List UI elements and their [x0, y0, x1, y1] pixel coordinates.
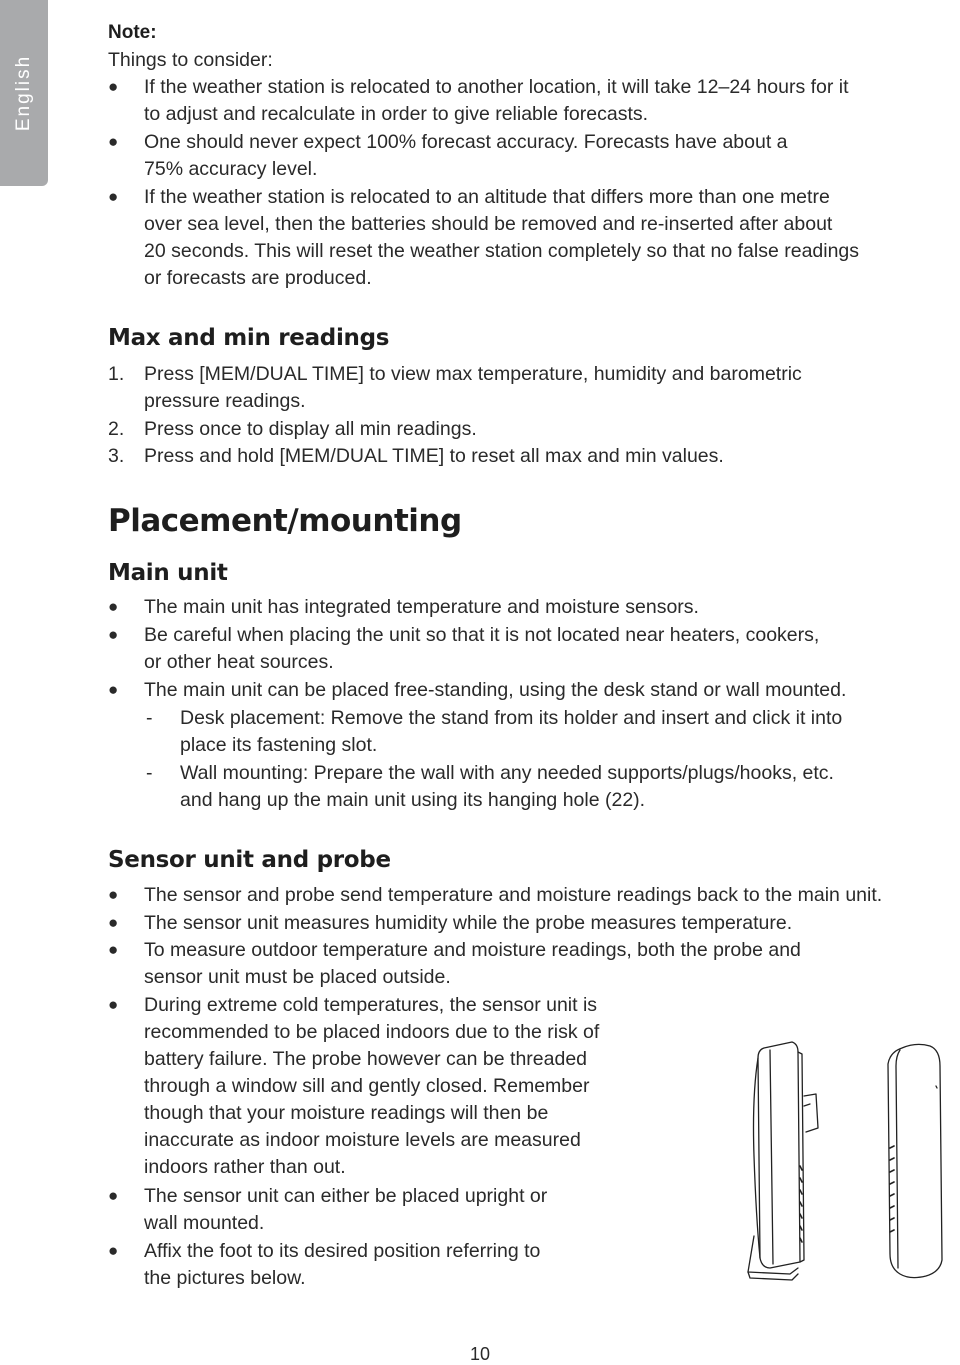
sensor-bullet-line: sensor unit must be placed outside.: [144, 966, 451, 988]
language-tab: [0, 0, 48, 186]
sensor-bullet-line: The sensor unit measures humidity while the probe measures temperature.: [144, 912, 793, 934]
sub-item-line: Wall mounting: Prepare the wall with any needed supports/plugs/hooks, etc.: [180, 762, 834, 784]
language-label: English: [13, 54, 34, 132]
note-intro: Things to consider:: [108, 49, 273, 71]
sub-item-line: place its fastening slot.: [180, 734, 378, 756]
bullet-icon: ●: [108, 625, 119, 644]
bullet-icon: ●: [108, 597, 119, 616]
sub-item-line: Desk placement: Remove the stand from its holder and insert and click it into: [180, 707, 843, 729]
note-bullet-line: 75% accuracy level.: [144, 158, 318, 180]
bullet-icon: ●: [108, 132, 119, 151]
bullet-icon: ●: [108, 1241, 119, 1260]
sensor-bullet-line: The sensor unit can either be placed upright or: [144, 1185, 548, 1207]
main-unit-bullet-line: or other heat sources.: [144, 651, 334, 673]
bullet-icon: ●: [108, 995, 119, 1014]
bullet-icon: ●: [108, 680, 119, 699]
note-bullet-line: 20 seconds. This will reset the weather station completely so that no false readings: [144, 240, 860, 262]
step-text: Press once to display all min readings.: [144, 418, 477, 440]
placement-heading: Placement/mounting: [108, 503, 462, 539]
note-bullet-line: If the weather station is relocated to another location, it will take 12–24 hours for it: [144, 76, 849, 98]
step-number: 2.: [108, 418, 125, 440]
sensor-bullet-line: Affix the foot to its desired position referring to: [144, 1240, 541, 1262]
dash-icon: -: [146, 707, 153, 729]
main-unit-bullet-line: Be careful when placing the unit so that it is not located near heaters, cookers,: [144, 624, 820, 646]
main-unit-bullet-line: The main unit has integrated temperature and moisture sensors.: [144, 596, 699, 618]
bullet-icon: ●: [108, 913, 119, 932]
bullet-icon: ●: [108, 885, 119, 904]
step-number: 1.: [108, 363, 125, 385]
wall-mounted-sensor-drawing: [888, 1044, 942, 1277]
note-bullet-line: If the weather station is relocated to an altitude that differs more than one metre: [144, 186, 830, 208]
sensor-unit-heading: Sensor unit and probe: [108, 847, 391, 873]
step-number: 3.: [108, 445, 125, 467]
upright-sensor-drawing: [748, 1042, 818, 1280]
bullet-icon: ●: [108, 1186, 119, 1205]
sensor-bullet-line: inaccurate as indoor moisture levels are measured: [144, 1129, 581, 1151]
bullet-icon: ●: [108, 940, 119, 959]
dash-icon: -: [146, 762, 153, 784]
bullet-icon: ●: [108, 77, 119, 96]
step-text: Press and hold [MEM/DUAL TIME] to reset all max and min values.: [144, 445, 724, 467]
sensor-bullet-line: recommended to be placed indoors due to the risk of: [144, 1021, 600, 1043]
main-unit-heading: Main unit: [108, 560, 228, 586]
max-min-heading: Max and min readings: [108, 325, 390, 351]
sensor-bullet-line: To measure outdoor temperature and moisture readings, both the probe and: [144, 939, 801, 961]
bullet-icon: ●: [108, 187, 119, 206]
sensor-bullet-line: though that your moisture readings will then be: [144, 1102, 549, 1124]
sensor-bullet-line: through a window sill and gently closed. Remember: [144, 1075, 590, 1097]
note-bullet-line: over sea level, then the batteries should be removed and re-inserted after about: [144, 213, 833, 235]
page-number: 10: [469, 1344, 491, 1364]
note-title: Note:: [108, 22, 157, 43]
note-bullet-line: One should never expect 100% forecast accuracy. Forecasts have about a: [144, 131, 788, 153]
sensor-bullet-line: wall mounted.: [144, 1212, 265, 1234]
sensor-bullet-line: During extreme cold temperatures, the sensor unit is: [144, 994, 598, 1016]
sensor-bullet-line: battery failure. The probe however can be threaded: [144, 1048, 588, 1070]
sub-item-line: and hang up the main unit using its hanging hole (22).: [180, 789, 646, 811]
step-text: Press [MEM/DUAL TIME] to view max temperature, humidity and barometric: [144, 363, 802, 385]
step-text: pressure readings.: [144, 390, 306, 412]
sensor-bullet-line: The sensor and probe send temperature and moisture readings back to the main unit.: [144, 884, 883, 906]
sensor-unit-illustration: [740, 1036, 950, 1286]
note-bullet-line: or forecasts are produced.: [144, 267, 372, 289]
sensor-bullet-line: indoors rather than out.: [144, 1156, 346, 1178]
main-unit-bullet-line: The main unit can be placed free-standing, using the desk stand or wall mounted.: [144, 679, 847, 701]
note-bullet-line: to adjust and recalculate in order to give reliable forecasts.: [144, 103, 649, 125]
sensor-bullet-line: the pictures below.: [144, 1267, 306, 1289]
